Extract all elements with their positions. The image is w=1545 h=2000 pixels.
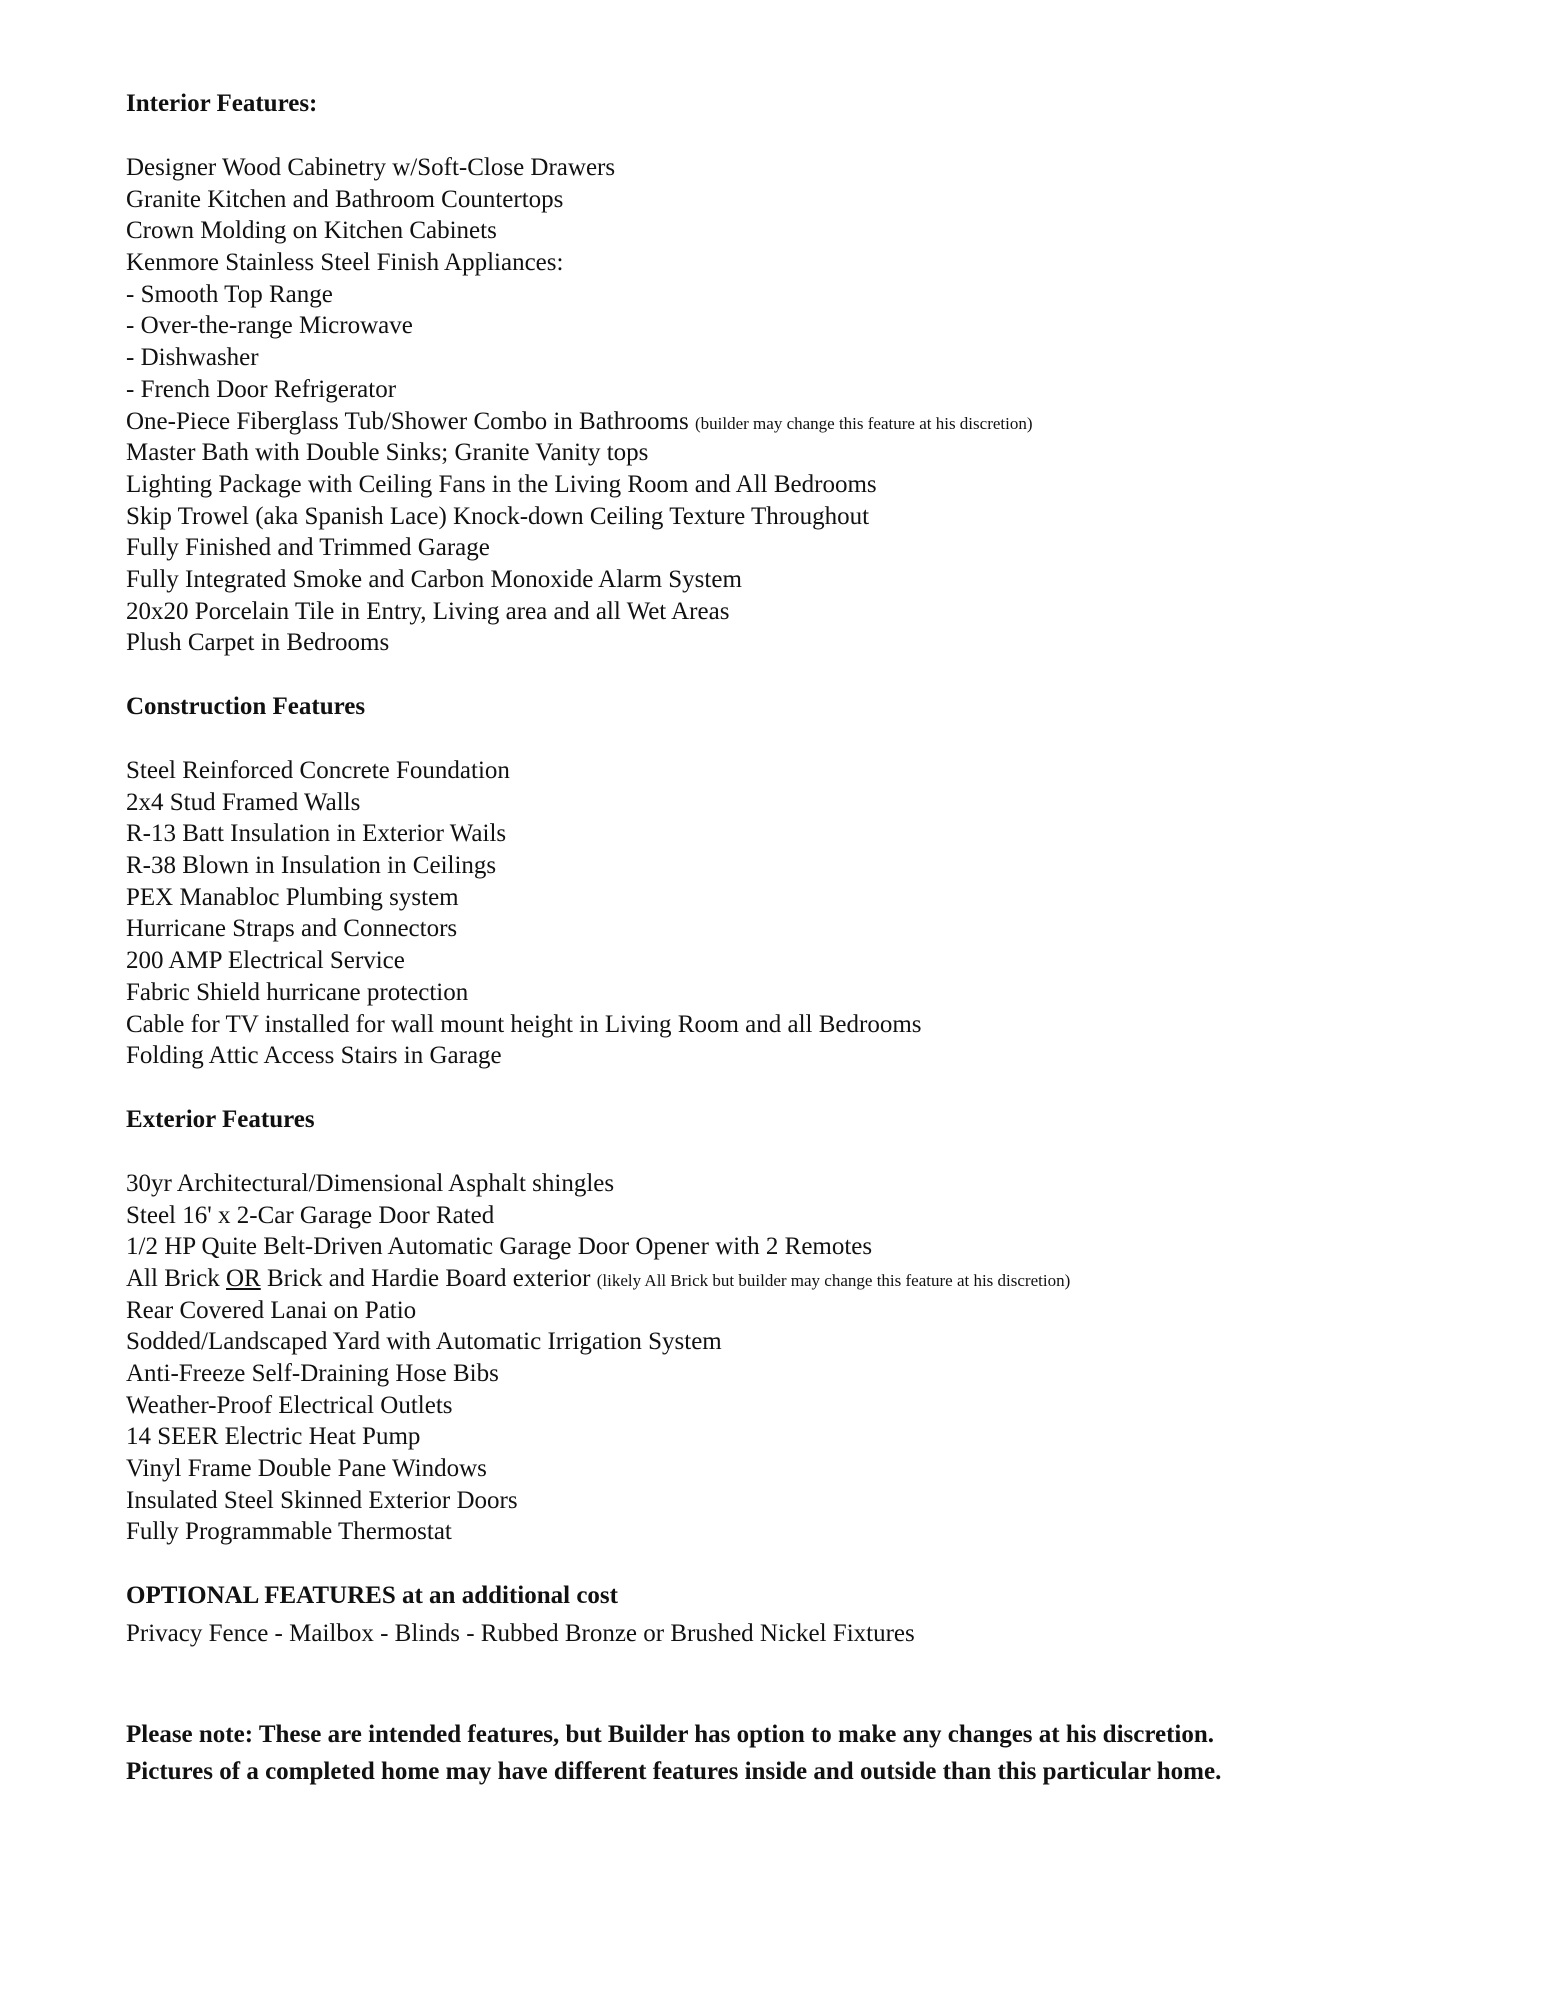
list-item: Anti-Freeze Self-Draining Hose Bibs — [126, 1360, 499, 1387]
list-item: Fabric Shield hurricane protection — [126, 978, 469, 1006]
list-item: Crown Molding on Kitchen Cabinets — [126, 217, 497, 245]
list-item-brick — [126, 1263, 1486, 1295]
list-item: Vinyl Frame Double Pane Windows — [126, 1455, 487, 1483]
list-item: Skip Trowel (aka Spanish Lace) Knock-down Ceiling Texture Throughout — [126, 502, 870, 530]
list-item: Sodded/Landscaped Yard with Automatic Irrigation System — [126, 1328, 722, 1356]
optional-features-heading: OPTIONAL FEATURES at an additional cost — [126, 1582, 618, 1610]
list-item: Kenmore Stainless Steel Finish Appliances: — [126, 249, 564, 277]
optional-features-line: Privacy Fence - Mailbox - Blinds - Rubbed Bronze or Brushed Nickel Fixtures — [126, 1620, 915, 1648]
list-item: Folding Attic Access Stairs in Garage — [126, 1042, 502, 1070]
list-item: Fully Programmable Thermostat — [126, 1518, 452, 1546]
list-item: Steel 16' x 2-Car Garage Door Rated — [126, 1201, 495, 1229]
list-item: Weather-Proof Electrical Outlets — [126, 1391, 453, 1419]
list-item: Designer Wood Cabinetry w/Soft-Close Drawers — [126, 154, 616, 181]
list-item: Master Bath with Double Sinks; Granite Vanity tops — [126, 439, 649, 467]
list-item: 14 SEER Electric Heat Pump — [126, 1423, 421, 1451]
list-item: Insulated Steel Skinned Exterior Doors — [126, 1486, 518, 1514]
list-item: PEX Manabloc Plumbing system — [126, 883, 459, 911]
exterior-features-heading: Exterior Features — [126, 1105, 315, 1133]
list-item: Lighting Package with Ceiling Fans in the Living Room and All Bedrooms — [126, 470, 877, 498]
list-item: Plush Carpet in Bedrooms — [126, 629, 390, 657]
list-item: - Over-the-range Microwave — [126, 312, 413, 340]
interior-features-heading: Interior Features: — [126, 90, 318, 117]
exterior-features-list — [126, 1168, 1486, 1548]
brick-note: (likely All Brick but builder may change this feature at his discretion) — [596, 1270, 1071, 1290]
interior-features-list — [126, 152, 1486, 659]
list-item: Rear Covered Lanai on Patio — [126, 1296, 417, 1324]
construction-features-heading: Construction Features — [126, 693, 366, 720]
list-item: - Dishwasher — [126, 344, 259, 372]
list-item: Steel Reinforced Concrete Foundation — [126, 757, 510, 784]
list-item: Fully Integrated Smoke and Carbon Monoxide Alarm System — [126, 565, 742, 593]
list-item-tub-shower — [126, 406, 1486, 438]
list-item: 20x20 Porcelain Tile in Entry, Living area and all Wet Areas — [126, 597, 730, 625]
list-item: - French Door Refrigerator — [126, 375, 397, 403]
brick-text-part2: Brick and Hardie Board exterior — [260, 1264, 597, 1292]
list-item: R-38 Blown in Insulation in Ceilings — [126, 852, 497, 880]
tub-shower-text: One-Piece Fiberglass Tub/Shower Combo in Bathrooms — [126, 407, 689, 435]
list-item: 1/2 HP Quite Belt-Driven Automatic Garage Door Opener with 2 Remotes — [126, 1233, 873, 1261]
tub-shower-note: (builder may change this feature at his discretion) — [694, 413, 1033, 433]
brick-or-underlined: OR — [226, 1264, 261, 1292]
list-item: Fully Finished and Trimmed Garage — [126, 534, 490, 562]
list-item: 2x4 Stud Framed Walls — [126, 788, 361, 816]
list-item: 30yr Architectural/Dimensional Asphalt shingles — [126, 1169, 615, 1197]
list-item: R-13 Batt Insulation in Exterior Wails — [126, 820, 507, 848]
document-page — [126, 88, 1486, 1790]
list-item: Hurricane Straps and Connectors — [126, 915, 458, 943]
list-item: Granite Kitchen and Bathroom Countertops — [126, 185, 564, 213]
list-item: - Smooth Top Range — [126, 280, 333, 308]
construction-features-list — [126, 755, 1486, 1072]
list-item: 200 AMP Electrical Service — [126, 947, 405, 975]
brick-text-part1: All Brick — [126, 1264, 226, 1292]
please-note-line-1: Please note: These are intended features, but Builder has option to make any changes at his discretion. — [126, 1720, 1215, 1748]
please-note-line-2: Pictures of a completed home may have different features inside and outside than this particular home. — [126, 1757, 1222, 1785]
list-item: Cable for TV installed for wall mount height in Living Room and all Bedrooms — [126, 1010, 922, 1038]
